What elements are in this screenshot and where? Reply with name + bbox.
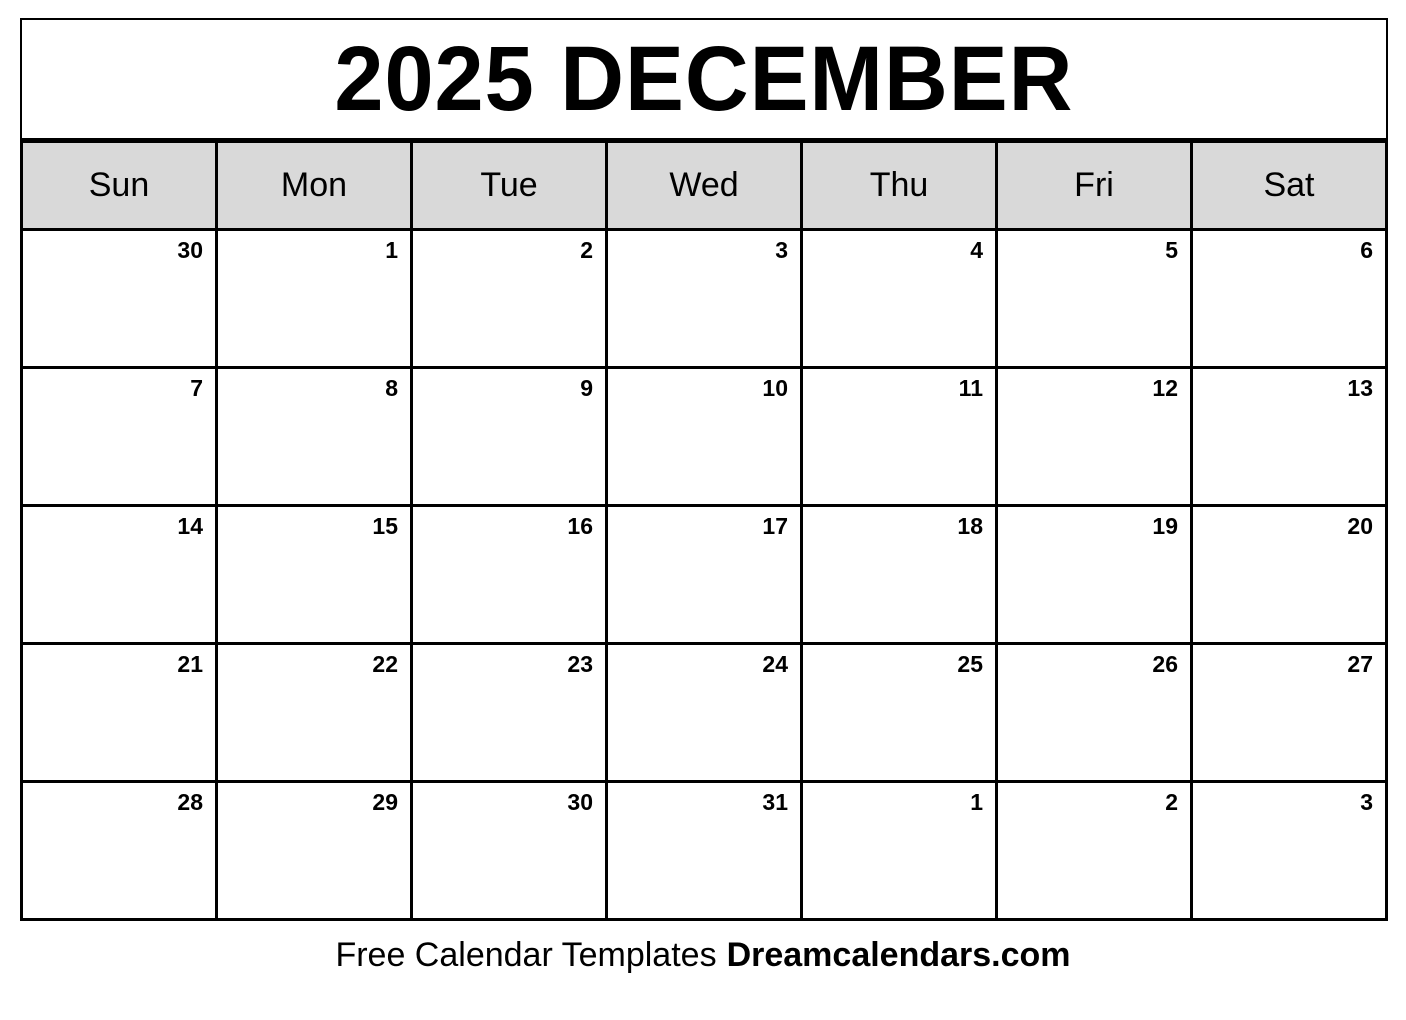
footer-brand: Dreamcalendars.com [726, 936, 1071, 974]
day-number: 4 [970, 237, 983, 263]
day-cell [608, 645, 800, 780]
day-cell [608, 231, 800, 366]
day-cell [998, 231, 1190, 366]
day-cell [1193, 369, 1385, 504]
calendar-grid [20, 140, 1388, 921]
day-cell [608, 369, 800, 504]
day-cell [803, 507, 995, 642]
day-number: 13 [1347, 375, 1373, 401]
day-number: 26 [1152, 651, 1178, 677]
day-cell [803, 231, 995, 366]
weekday-header-thu: Thu [803, 143, 995, 228]
day-number: 2 [580, 237, 593, 263]
day-number: 20 [1347, 513, 1373, 539]
day-number: 27 [1347, 651, 1373, 677]
day-number: 16 [567, 513, 593, 539]
day-cell [998, 783, 1190, 918]
day-number: 9 [580, 375, 593, 401]
weekday-header-tue: Tue [413, 143, 605, 228]
day-cell [413, 369, 605, 504]
day-number: 30 [567, 789, 593, 815]
day-cell [998, 507, 1190, 642]
page-title: 2025 DECEMBER [334, 28, 1074, 130]
day-number: 29 [372, 789, 398, 815]
day-cell [218, 231, 410, 366]
day-cell [23, 783, 215, 918]
day-number: 19 [1152, 513, 1178, 539]
day-number: 15 [372, 513, 398, 539]
day-number: 11 [958, 375, 983, 401]
day-number: 21 [177, 651, 203, 677]
day-cell [218, 507, 410, 642]
day-cell [608, 507, 800, 642]
day-number: 5 [1165, 237, 1178, 263]
day-number: 30 [177, 237, 203, 263]
day-cell [608, 783, 800, 918]
day-cell [1193, 645, 1385, 780]
day-cell [23, 369, 215, 504]
day-cell [803, 369, 995, 504]
day-number: 28 [177, 789, 203, 815]
day-cell [218, 783, 410, 918]
footer-text: Free Calendar Templates [335, 936, 717, 974]
weekday-header-sat: Sat [1193, 143, 1385, 228]
day-number: 10 [762, 375, 788, 401]
day-number: 1 [970, 789, 983, 815]
day-number: 23 [567, 651, 593, 677]
day-number: 8 [385, 375, 398, 401]
day-number: 18 [957, 513, 983, 539]
day-cell [413, 507, 605, 642]
day-number: 17 [762, 513, 788, 539]
day-cell [23, 231, 215, 366]
weekday-header-wed: Wed [608, 143, 800, 228]
day-cell [23, 507, 215, 642]
weekday-header-sun: Sun [23, 143, 215, 228]
day-cell [998, 369, 1190, 504]
footer [0, 936, 1406, 975]
day-cell [1193, 507, 1385, 642]
title-box [20, 18, 1388, 140]
day-cell [413, 645, 605, 780]
day-cell [413, 783, 605, 918]
day-cell [803, 645, 995, 780]
day-cell [218, 645, 410, 780]
day-cell [803, 783, 995, 918]
day-cell [413, 231, 605, 366]
day-cell [1193, 231, 1385, 366]
day-number: 3 [775, 237, 788, 263]
day-cell [218, 369, 410, 504]
day-number: 31 [762, 789, 788, 815]
weekday-header-mon: Mon [218, 143, 410, 228]
day-number: 1 [385, 237, 398, 263]
day-number: 14 [177, 513, 203, 539]
day-number: 2 [1165, 789, 1178, 815]
day-number: 7 [190, 375, 203, 401]
day-cell [23, 645, 215, 780]
day-number: 12 [1152, 375, 1178, 401]
day-number: 3 [1360, 789, 1373, 815]
day-number: 6 [1360, 237, 1373, 263]
weekday-header-fri: Fri [998, 143, 1190, 228]
day-cell [998, 645, 1190, 780]
day-number: 24 [762, 651, 788, 677]
day-number: 25 [957, 651, 983, 677]
day-number: 22 [372, 651, 398, 677]
day-cell [1193, 783, 1385, 918]
